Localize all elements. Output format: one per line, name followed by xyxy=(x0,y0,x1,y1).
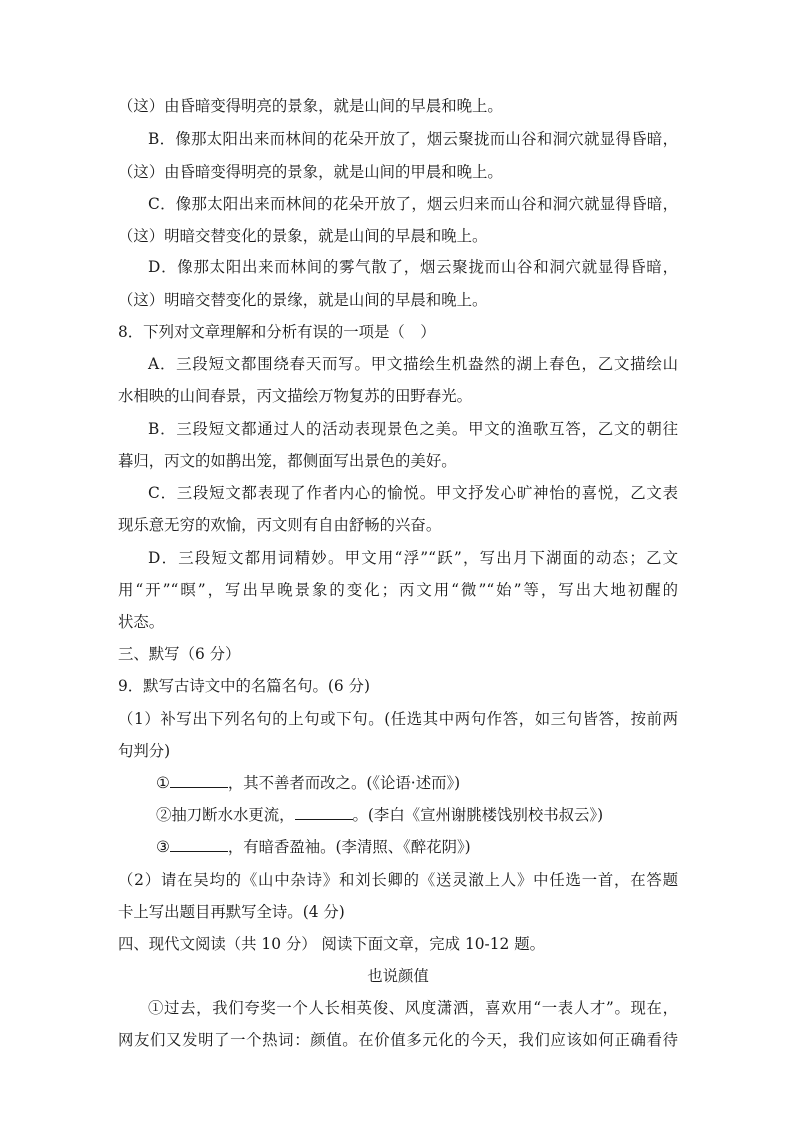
article-paragraph1-line2: 网友们又发明了一个热词：颜值。在价值多元化的今天，我们应该如何正确看待 xyxy=(118,1031,678,1049)
fill-blank-3[interactable] xyxy=(170,837,228,852)
q9-item-1 xyxy=(156,771,716,795)
item-1-prefix: ① xyxy=(156,774,170,792)
q8-option-d-line2: 用“开”“暝”，写出早晚景象的变化；丙文用“微”“始”等，写出大地初醒的 xyxy=(118,581,678,599)
item-3-suffix: ，有暗香盈袖。(李清照、《醉花阴》) xyxy=(227,838,471,856)
q8-stem: 8．下列对文章理解和分析有误的一项是（ ） xyxy=(118,323,436,341)
fill-blank-2[interactable] xyxy=(295,805,353,820)
q8-option-b-line2: 暮归，丙文的如鹊出笼，都侧面写出景色的美好。 xyxy=(118,452,457,470)
q8-option-d-line3: 状态。 xyxy=(118,613,165,631)
q8-option-c-line1: C．三段短文都表现了作者内心的愉悦。甲文抒发心旷神怡的喜悦，乙文表 xyxy=(148,484,678,502)
q9-item-3 xyxy=(156,835,716,859)
q7-option-b-line2: （这）由昏暗变得明亮的景象，就是山间的甲晨和晚上。 xyxy=(118,163,503,181)
q8-option-c-line2: 现乐意无穷的欢愉，丙文则有自由舒畅的兴奋。 xyxy=(118,516,442,534)
q9-part2-line1: （2）请在吴均的《山中杂诗》和刘长卿的《送灵澈上人》中任选一首，在答题 xyxy=(118,871,678,889)
q8-option-a-line2: 水相映的山间春景，丙文描绘万物复苏的田野春光。 xyxy=(118,387,472,405)
item-1-suffix: ，其不善者而改之。(《论语·述而》) xyxy=(227,774,461,792)
section4-title: 四、现代文阅读（共 10 分） 阅读下面文章，完成 10-12 题。 xyxy=(118,935,546,953)
item-2-suffix: 。(李白《宣州谢朓楼饯别校书叔云》) xyxy=(352,806,604,824)
q7-option-d-line1: D．像那太阳出来而林间的雾气散了，烟云聚拢而山谷和洞穴就显得昏暗， xyxy=(148,258,678,276)
article-paragraph1-line1: ①过去，我们夸奖一个人长相英俊、风度潇洒，喜欢用“一表人才”。现在， xyxy=(148,999,678,1017)
q9-part1-line2: 句判分) xyxy=(118,742,171,760)
q7-option-b-line1: B．像那太阳出来而林间的花朵开放了，烟云聚拢而山谷和洞穴就显得昏暗， xyxy=(148,130,678,148)
q7-option-c-line1: C．像那太阳出来而林间的花朵开放了，烟云归来而山谷和洞穴就显得昏暗， xyxy=(148,195,678,213)
q9-part1-line1: （1）补写出下列名句的上句或下句。(任选其中两句作答，如三句皆答，按前两 xyxy=(118,710,678,728)
fill-blank-1[interactable] xyxy=(170,773,228,788)
q9-stem: 9．默写古诗文中的名篇名句。(6 分) xyxy=(118,677,370,695)
q8-option-b-line1: B．三段短文都通过人的活动表现景色之美。甲文的渔歌互答，乙文的朝往 xyxy=(148,420,678,438)
q7-option-a-continuation: （这）由昏暗变得明亮的景象，就是山间的早晨和晚上。 xyxy=(118,97,503,115)
article-title: 也说颜值 xyxy=(367,967,429,985)
q7-option-d-line2: （这）明暗交替变化的景缘，就是山间的早晨和晚上。 xyxy=(118,291,488,309)
q8-option-a-line1: A．三段短文都围绕春天而写。甲文描绘生机盎然的湖上春色，乙文描绘山 xyxy=(148,355,678,373)
item-3-prefix: ③ xyxy=(156,838,170,856)
item-2-prefix: ②抽刀断水水更流， xyxy=(156,806,295,824)
q9-part2-line2: 卡上写出题目再默写全诗。(4 分) xyxy=(118,903,345,921)
q7-option-c-line2: （这）明暗交替变化的景象，就是山间的早晨和晚上。 xyxy=(118,227,488,245)
q9-item-2 xyxy=(156,803,716,827)
q8-option-d-line1: D．三段短文都用词精妙。甲文用“浮”“跃”，写出月下湖面的动态；乙文 xyxy=(148,549,678,567)
section3-title: 三、默写（6 分） xyxy=(118,645,241,663)
